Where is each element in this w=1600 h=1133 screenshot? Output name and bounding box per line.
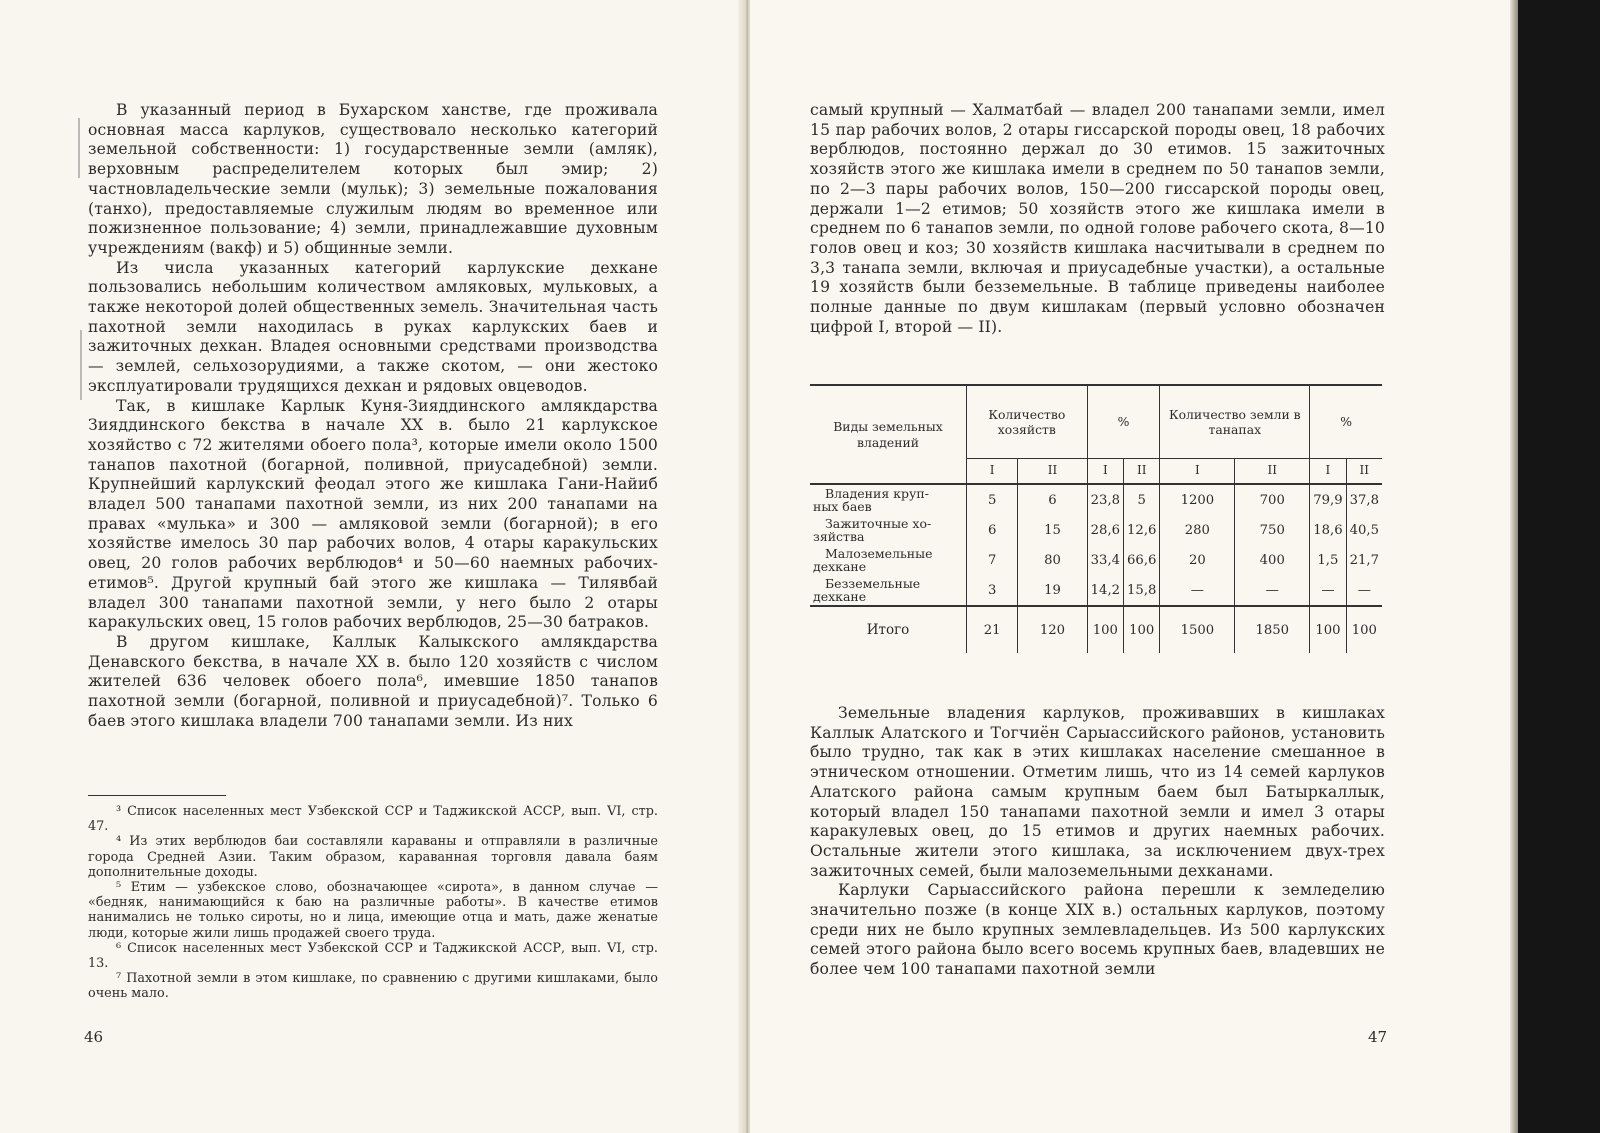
table-subheader: I bbox=[967, 459, 1018, 485]
table-cell: 100 bbox=[1087, 606, 1123, 653]
table-cell: 700 bbox=[1235, 484, 1310, 515]
table-header: % bbox=[1310, 385, 1382, 459]
table-cell: 28,6 bbox=[1087, 515, 1123, 545]
table-cell: 5 bbox=[1124, 484, 1160, 515]
paragraph: самый крупный — Халматбай — владел 200 танапами земли, имел 15 пар рабочих волов, 2 отары гиссарской породы овец, 18 рабочих верблюдов, постоянно держал до 30 етимов. 15 зажиточных хозяйств этого же кишлака имели в среднем по 50 танапов земли, по 2—3 пары рабочих волов, 150—200 гиссарской породы овец, держали 1—2 етимов; 50 хозяйств этого же кишлака имели в среднем по 6 танапов земли, по одной голове рабочего скота, 8—10 голов овец и коз; 30 хозяйств кишлака насчитывали в среднем по 3,3 танапа земли, включая и приусадебные участки), а остальные 19 хозяйств были безземельные. В таблице приведены наиболее полные данные по двум кишлакам (первый условно обозначен цифрой I, второй — II). bbox=[810, 101, 1385, 336]
footnotes bbox=[88, 804, 658, 1002]
table-cell: 14,2 bbox=[1087, 575, 1123, 606]
paragraph: В другом кишлаке, Каллык Калыкского амлякдарства Денавского бекства, в начале XX в. было 120 хозяйств с числом жителей 636 человек обоего пола⁶, имевшие 1850 танапов пахотной земли (богарной, поливной и приусадебной)⁷. Только 6 баев этого кишлака владели 700 танапами земли. Из них bbox=[88, 632, 658, 730]
row-label bbox=[810, 515, 967, 545]
table-total-row bbox=[810, 606, 1382, 653]
table-cell: 20 bbox=[1160, 545, 1235, 575]
table-subheader: II bbox=[1235, 459, 1310, 485]
table-header: Виды земельных владений bbox=[833, 419, 943, 450]
table-subheader: I bbox=[1160, 459, 1235, 485]
row-label-line: дехкане bbox=[813, 589, 867, 604]
table-cell: 12,6 bbox=[1124, 515, 1160, 545]
footnote-divider bbox=[88, 795, 226, 796]
table-cell: 100 bbox=[1346, 606, 1382, 653]
row-label-line: Зажиточные хо- bbox=[825, 516, 932, 531]
land-ownership-table bbox=[810, 384, 1382, 653]
scanner-edge bbox=[1518, 0, 1600, 1133]
table-cell: 280 bbox=[1160, 515, 1235, 545]
row-label-line: Владения круп- bbox=[825, 486, 929, 501]
table-cell: 80 bbox=[1018, 545, 1087, 575]
table-cell: — bbox=[1235, 575, 1310, 606]
paragraph: В указанный период в Бухарском ханстве, где проживала основная масса карлуков, существовало несколько категорий земельной собственности: 1) государственные земли (амляк), верховным распределителем которых был эмир; 2) частновладельческие земли (мульк); 3) земельные пожалования (танхо), предоставляемые служилым людям во временное или пожизненное пользование; 4) земли, принадлежавшие духовным учреждениям (вакф) и 5) общинные земли. bbox=[88, 101, 658, 257]
table-cell: 750 bbox=[1235, 515, 1310, 545]
data-table bbox=[810, 384, 1382, 653]
table-cell: 400 bbox=[1235, 545, 1310, 575]
pencil-mark bbox=[78, 118, 80, 178]
footnote: ³ Список населенных мест Узбекской ССР и Таджикской АССР, вып. VI, стр. 47. bbox=[88, 804, 658, 835]
footnote: ⁵ Етим — узбекское слово, обозначающее «сирота», в данном случае — «бедняк, нанимающийся к баю на различные работы». В качестве етимов нанимались не только сироты, но и лица, имеющие отца и мать, даже женатые люди, которые жили лишь продажей своего труда. bbox=[88, 880, 658, 941]
table-cell: 1,5 bbox=[1310, 545, 1346, 575]
table-subheader: I bbox=[1087, 459, 1123, 485]
table-row bbox=[810, 575, 1382, 606]
table-cell: 100 bbox=[1124, 606, 1160, 653]
right-page bbox=[750, 0, 1520, 1133]
table-cell: — bbox=[1160, 575, 1235, 606]
table-cell: 79,9 bbox=[1310, 484, 1346, 515]
table-cell: 37,8 bbox=[1346, 484, 1382, 515]
right-body-text-top bbox=[810, 101, 1385, 337]
row-label bbox=[810, 545, 967, 575]
footnote: ⁴ Из этих верблюдов баи составляли караваны и отправляли в различные города Средней Азии. Таким образом, караванная торговля давала баям дополнительные доходы. bbox=[88, 834, 658, 880]
left-page bbox=[0, 0, 750, 1133]
table-cell: 6 bbox=[967, 515, 1018, 545]
table-subheader: I bbox=[1310, 459, 1346, 485]
table-cell: 1500 bbox=[1160, 606, 1235, 653]
table-cell: 66,6 bbox=[1124, 545, 1160, 575]
table-cell: — bbox=[1310, 575, 1346, 606]
row-label bbox=[810, 575, 967, 606]
table-cell: 1200 bbox=[1160, 484, 1235, 515]
page-number: 46 bbox=[84, 1028, 104, 1046]
right-body-text-bottom bbox=[810, 704, 1385, 980]
table-cell: 21,7 bbox=[1346, 545, 1382, 575]
table-subheader: II bbox=[1346, 459, 1382, 485]
paragraph: Земельные владения карлуков, проживавших в кишлаках Каллык Алатского и Тогчиён Сарыассийского районов, установить было трудно, так как в этих кишлаках население смешанное в этническом отношении. Отметим лишь, что из 14 семей карлуков Алатского района самым крупным баем был Батыркаллык, который владел 150 танапами пахотной земли и имел 3 отары каракулевых овец, до 15 етимов и других наемных рабочих. Остальные жители этого кишлака, за исключением двух-трех зажиточных семей, были малоземельными дехканами. bbox=[810, 704, 1385, 880]
table-cell: 120 bbox=[1018, 606, 1087, 653]
table-cell: 7 bbox=[967, 545, 1018, 575]
table-header: Количество хозяйств bbox=[967, 385, 1088, 459]
row-label-line: Малоземельные bbox=[825, 546, 933, 561]
table-row bbox=[810, 515, 1382, 545]
table-cell: 18,6 bbox=[1310, 515, 1346, 545]
table-cell: 3 bbox=[967, 575, 1018, 606]
row-label bbox=[810, 484, 967, 515]
row-label: Итого bbox=[810, 606, 967, 653]
table-cell: 15,8 bbox=[1124, 575, 1160, 606]
row-label-line: дехкане bbox=[813, 559, 867, 574]
table-subheader: II bbox=[1124, 459, 1160, 485]
paragraph: Так, в кишлаке Карлык Куня-Зияддинского амлякдарства Зияддинского бекства в начале XX в. было 21 карлукское хозяйство с 72 жителями обоего пола³, которые имели около 1500 танапов пахотной (богарной, поливной, приусадебной) земли. Крупнейший карлукский феодал этого же кишлака Гани-Найиб владел 500 танапами пахотной земли, из них 200 танапами на правах «мулька» и 300 — амляковой земли (богарной); в его хозяйстве имелось 30 пар рабочих волов, 4 отары каракульских овец, 20 голов рабочих верблюдов⁴ и 50—60 наемных рабочих-етимов⁵. Другой крупный бай этого же кишлака — Тилявбай владел 300 танапами пахотной земли, у него было 2 отары каракульских овец, 15 голов рабочих верблюдов, 25—30 батраков. bbox=[88, 396, 658, 632]
table-row bbox=[810, 545, 1382, 575]
table-cell: 40,5 bbox=[1346, 515, 1382, 545]
table-cell: 23,8 bbox=[1087, 484, 1123, 515]
table-row bbox=[810, 484, 1382, 515]
table-subheader: II bbox=[1018, 459, 1087, 485]
table-cell: 1850 bbox=[1235, 606, 1310, 653]
table-cell: 33,4 bbox=[1087, 545, 1123, 575]
table-cell: 15 bbox=[1018, 515, 1087, 545]
page-number: 47 bbox=[1368, 1028, 1388, 1046]
footnote: ⁷ Пахотной земли в этом кишлаке, по сравнению с другими кишлаками, было очень мало. bbox=[88, 971, 658, 1002]
paragraph: Из числа указанных категорий карлукские дехкане пользовались небольшим количеством амляковых, мульковых, а также некоторой долей общественных земель. Значительная часть пахотной земли находилась в руках карлукских баев и зажиточных дехкан. Владея основными средствами производства — землей, сельхозорудиями, а также скотом, — они жестоко эксплуатировали трудящихся дехкан и рядовых овцеводов. bbox=[88, 258, 658, 395]
table-cell: 5 bbox=[967, 484, 1018, 515]
paragraph: Карлуки Сарыассийского района перешли к земледелию значительно позже (в конце XIX в.) остальных карлуков, поэтому среди них не было крупных землевладельцев. Из 500 карлукских семей этого района было всего восемь крупных баев, владевших не более чем 100 танапами пахотной земли bbox=[810, 881, 1385, 979]
left-body-text bbox=[88, 101, 658, 732]
table-cell: — bbox=[1346, 575, 1382, 606]
row-label-line: Безземельные bbox=[825, 576, 921, 591]
table-cell: 6 bbox=[1018, 484, 1087, 515]
row-label-line: зяйства bbox=[813, 529, 865, 544]
footnote: ⁶ Список населенных мест Узбекской ССР и Таджикской АССР, вып. VI, стр. 13. bbox=[88, 940, 658, 972]
table-cell: 21 bbox=[967, 606, 1018, 653]
row-label-line: ных баев bbox=[813, 499, 872, 514]
table-cell: 19 bbox=[1018, 575, 1087, 606]
table-header: % bbox=[1087, 385, 1160, 459]
table-header: Количество земли в танапах bbox=[1160, 385, 1310, 459]
pencil-mark bbox=[80, 330, 82, 400]
table-cell: 100 bbox=[1310, 606, 1346, 653]
